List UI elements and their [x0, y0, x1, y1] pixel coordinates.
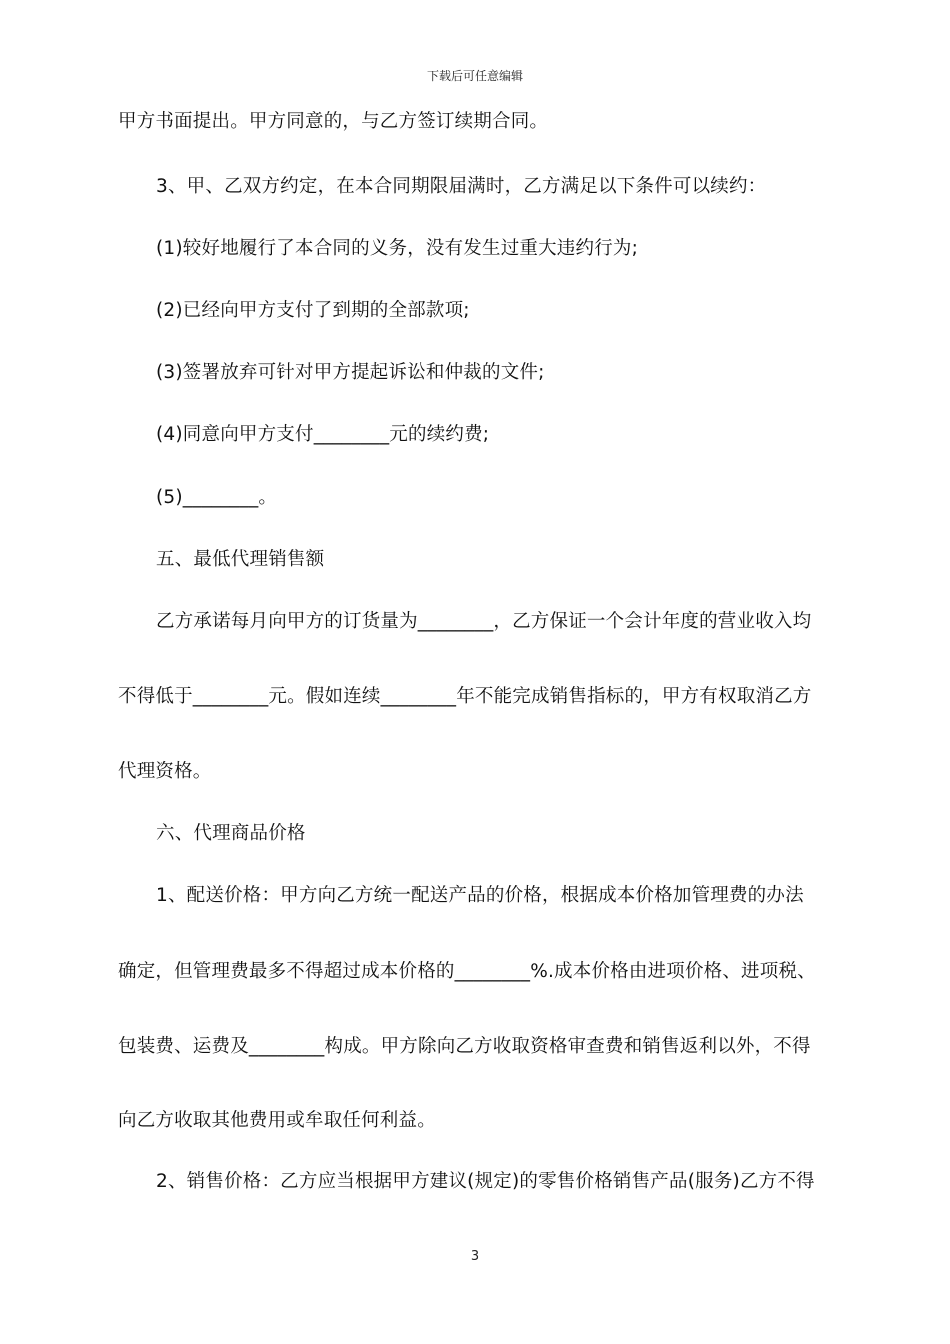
paragraph-line: 2、销售价格：乙方应当根据甲方建议(规定)的零售价格销售产品(服务)乙方不得 — [156, 1171, 815, 1192]
list-item: (4)同意向甲方支付________元的续约费; — [156, 424, 490, 445]
paragraph-line: 3、甲、乙双方约定，在本合同期限届满时，乙方满足以下条件可以续约： — [156, 176, 767, 197]
list-item: (5)________。 — [156, 487, 278, 508]
paragraph-line: 甲方书面提出。甲方同意的，与乙方签订续期合同。 — [118, 111, 549, 132]
paragraph-line: 确定，但管理费最多不得超过成本价格的________%.成本价格由进项价格、进项税、 — [118, 961, 816, 982]
paragraph-line: 1、配送价格：甲方向乙方统一配送产品的价格，根据成本价格加管理费的办法 — [156, 885, 804, 906]
paragraph-line: 包装费、运费及________构成。甲方除向乙方收取资格审查费和销售返利以外，不得 — [118, 1036, 811, 1057]
page-number: 3 — [470, 1249, 480, 1264]
list-item: (1)较好地履行了本合同的义务，没有发生过重大违约行为; — [156, 238, 639, 259]
page-header: 下载后可任意编辑 — [426, 69, 523, 83]
paragraph-line: 向乙方收取其他费用或牟取任何利益。 — [118, 1110, 436, 1131]
list-item: (3)签署放弃可针对甲方提起诉讼和仲裁的文件; — [156, 362, 545, 383]
paragraph-line: 代理资格。 — [118, 761, 212, 782]
list-item: (2)已经向甲方支付了到期的全部款项; — [156, 300, 470, 321]
section-heading: 六、代理商品价格 — [156, 823, 306, 844]
paragraph-line: 不得低于________元。假如连续________年不能完成销售指标的，甲方有权取消乙方 — [118, 686, 812, 707]
paragraph-line: 乙方承诺每月向甲方的订货量为________，乙方保证一个会计年度的营业收入均 — [156, 611, 812, 632]
section-heading: 五、最低代理销售额 — [156, 549, 325, 570]
